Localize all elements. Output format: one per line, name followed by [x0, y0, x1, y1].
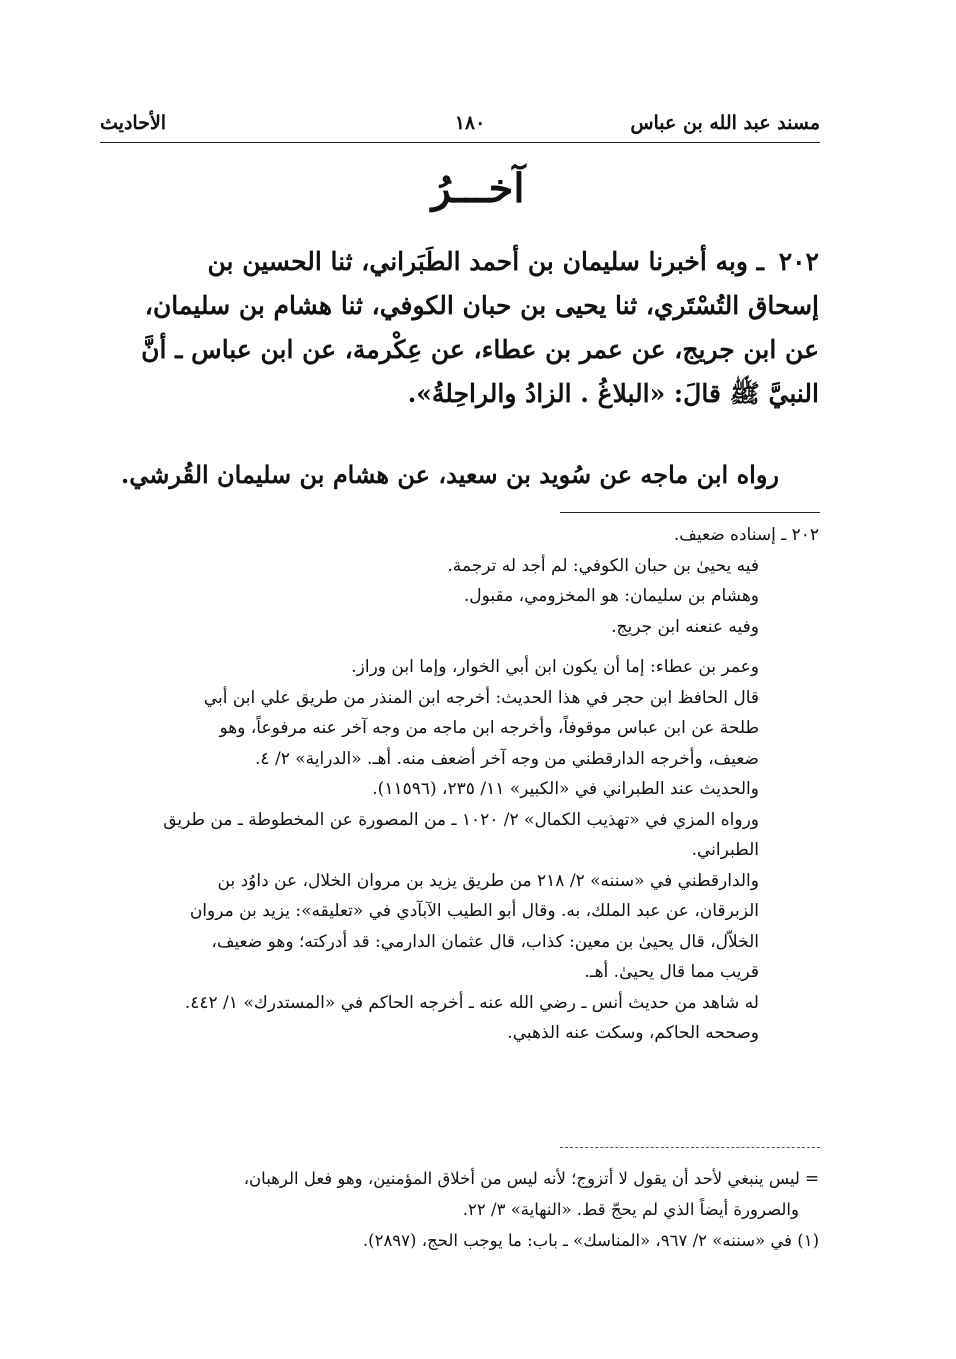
note-line: قريب مما قال يحيىٰ. أهـ. — [584, 962, 759, 982]
note-line: وعمر بن عطاء: إما أن يكون ابن أبي الخوار، وإما ابن وراز. — [351, 657, 759, 677]
note-line: فيه يحيىٰ بن حبان الكوفي: لم أجد له ترجمة. — [447, 555, 759, 576]
page-number: ١٨٠ — [454, 112, 486, 134]
note-line: وصححه الحاكم، وسكت عنه الذهبي. — [507, 1023, 759, 1043]
note-line: قال الحافظ ابن حجر في هذا الحديث: أخرجه ابن المنذر من طريق علي ابن أبي — [203, 687, 759, 708]
footnote-line: (١) في «سننه» ٢/ ٩٦٧، «المناسك» ـ باب: ما يوجب الحج، (٢٨٩٧). — [362, 1231, 819, 1250]
hadith-line: عن ابن جريج، عن عمر بن عطاء، عن عِكْرمة، عن ابن عباس ـ أنَّ — [141, 335, 819, 364]
note-line: الزبرقان، عن عبد الملك، به. وقال أبو الطيب الآبآدي في «تعليقه»: يزيد بن مروان — [189, 901, 759, 921]
notes-divider — [560, 512, 820, 513]
hadith-text — [99, 240, 819, 416]
hadith-number: ٢٠٢ — [778, 247, 819, 276]
note-line: ٢٠٢ ـ إسناده ضعيف. — [673, 525, 819, 545]
note-line: ورواه المزي في «تهذيب الكمال» ٢/ ١٠٢٠ ـ من المصورة عن المخطوطة ـ من طريق — [163, 809, 759, 830]
book-title: مسند عبد الله بن عباس — [630, 112, 820, 134]
note-line: والحديث عند الطبراني في «الكبير» ١١/ ٢٣٥، (١١٥٩٦). — [372, 779, 759, 799]
section-name: الأحاديث — [100, 112, 167, 134]
hadith-line: ٢٠٢ ـ وبه أخبرنا سليمان بن أحمد الطَبَراني، ثنا الحسين بن — [207, 247, 819, 276]
footnote-line: والصرورة أيضاً الذي لم يحجّ قط. «النهاية» ٣/ ٢٢. — [462, 1200, 799, 1219]
note-line: وهشام بن سليمان: هو المخزومي، مقبول. — [463, 586, 759, 606]
riwaya-line: رواه ابن ماجه عن سُويد بن سعيد، عن هشام بن سليمان القُرشي. — [120, 460, 779, 489]
running-head — [100, 110, 820, 143]
note-line: ضعيف، وأخرجه الدارقطني من وجه آخر أضعف منه. أهـ. «الدراية» ٢/ ٤. — [255, 748, 759, 769]
takhrij-notes — [99, 520, 819, 1049]
footnotes — [99, 1163, 819, 1256]
hadith-line: النبيَّ ﷺ قالَ: «البلاغُ . الزادُ والراحِلةُ». — [407, 379, 819, 408]
hadith-line: إسحاق التُسْتَري، ثنا يحيى بن حبان الكوفي، ثنا هشام بن سليمان، — [144, 291, 819, 320]
note-line: طلحة عن ابن عباس موقوفاً، وأخرجه ابن ماجه من وجه آخر عنه مرفوعاً، وهو — [219, 718, 759, 738]
footnote-line: = ليس ينبغي لأحد أن يقول لا أتزوج؛ لأنه ليس من أخلاق المؤمنين، وهو فعل الرهبان، — [243, 1169, 819, 1188]
note-line: وفيه عنعنه ابن جريج. — [611, 616, 759, 637]
footnote-divider — [560, 1147, 820, 1148]
note-line: الخلاّل، قال يحيىٰ بن معين: كذاب، قال عثمان الدارمي: قد أدركته؛ وهو ضعيف، — [211, 931, 759, 952]
section-title: آخـــرُ — [431, 165, 525, 212]
note-line: والدارقطني في «سننه» ٢/ ٢١٨ من طريق يزيد بن مروان الخلال، عن داوُد بن — [217, 870, 759, 891]
note-line: له شاهد من حديث أنس ـ رضي الله عنه ـ أخرجه الحاكم في «المستدرك» ١/ ٤٤٢. — [184, 992, 759, 1013]
note-line: الطبراني. — [691, 840, 759, 860]
